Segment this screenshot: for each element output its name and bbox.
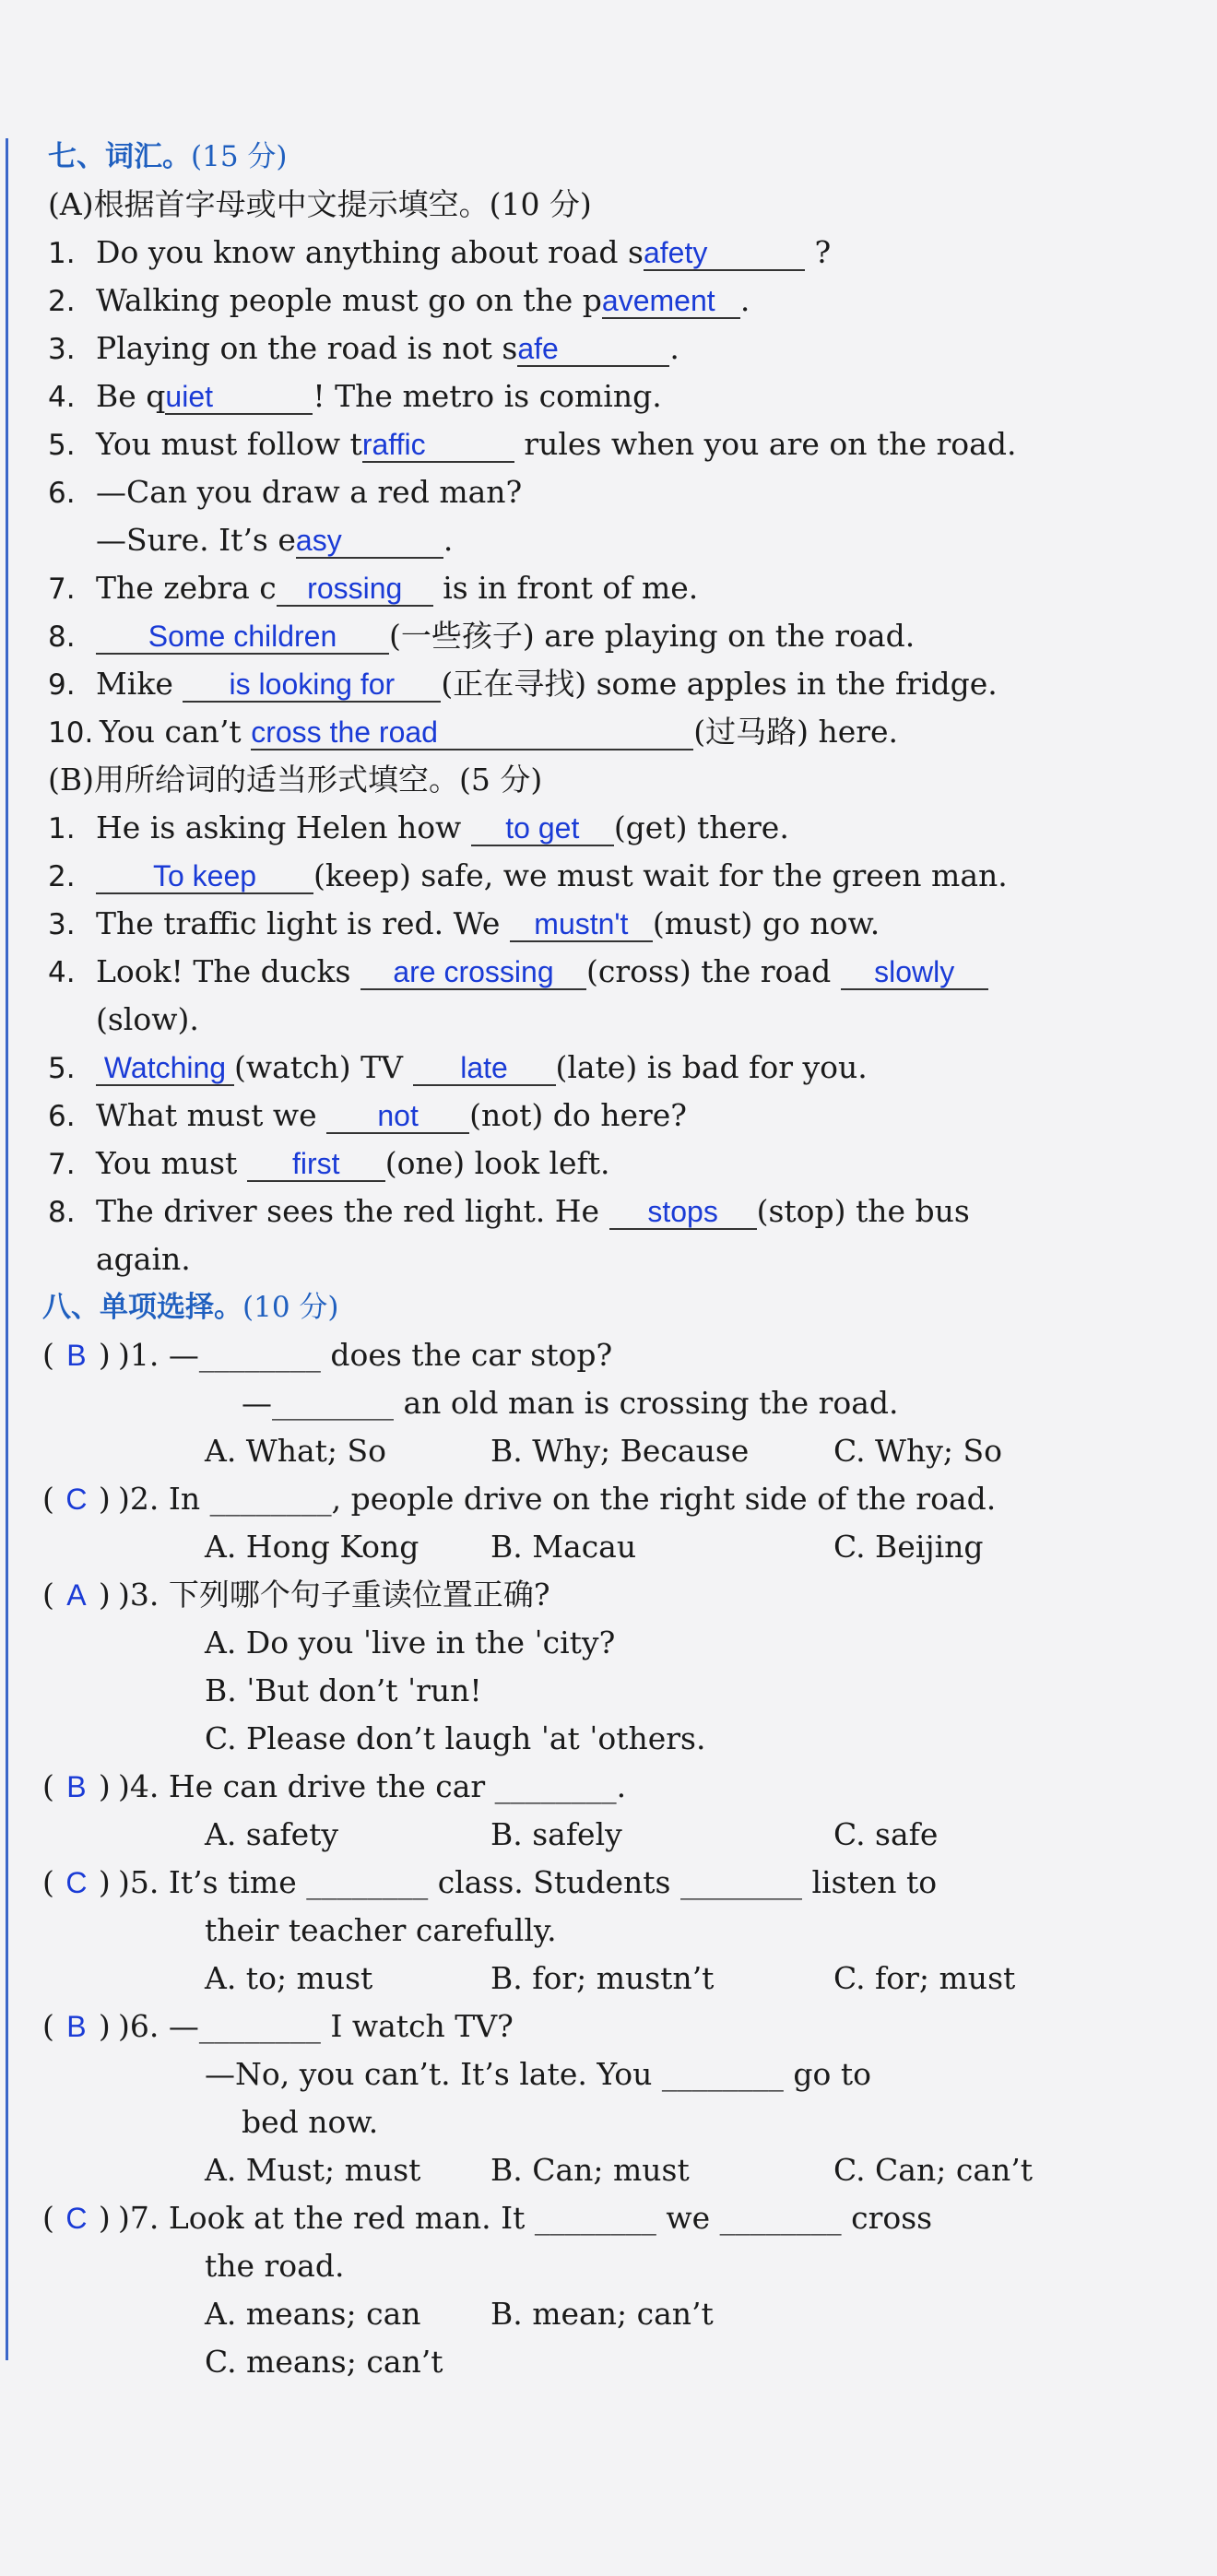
answer-blank[interactable]	[183, 668, 441, 703]
item-number: )3.	[118, 1577, 160, 1613]
item-text: Playing on the road is not s	[96, 330, 518, 366]
answer-blank[interactable]	[602, 284, 740, 319]
answer-text: are crossing	[393, 955, 554, 988]
item-number: 3.	[48, 333, 76, 366]
item-text: .	[669, 330, 679, 366]
item-text: What must we	[96, 1097, 317, 1133]
partA-item-7	[48, 568, 1180, 609]
item-text: He is asking Helen how	[96, 809, 462, 845]
item-text: ! The metro is coming.	[313, 378, 662, 414]
item-text: (过马路) here.	[693, 714, 899, 750]
answer-text: stops	[647, 1195, 718, 1228]
item-text: Do you know anything about road s	[96, 234, 644, 270]
item-text: Be q	[96, 378, 166, 414]
option-a[interactable]: A. means; can	[205, 2296, 421, 2332]
item-number: 1.	[48, 237, 76, 270]
item-text: Mike	[96, 666, 173, 702]
partA-item-4	[48, 376, 1180, 418]
partB-title: (B)用所给词的适当形式填空。(5 分)	[48, 762, 543, 798]
partA-item-9	[48, 664, 1180, 705]
partA-item-3	[48, 328, 1180, 370]
mc-item-2	[42, 1479, 1180, 1519]
item-text: You must	[96, 1145, 238, 1181]
mc-item-7-options-ab	[205, 2294, 1180, 2334]
answer-blank[interactable]	[362, 428, 514, 463]
answer-blank[interactable]	[296, 524, 443, 559]
item-text: (keep) safe, we must wait for the green man.	[313, 857, 1008, 893]
item-text: rules when you are on the road.	[524, 426, 1017, 462]
item-number: )5.	[118, 1864, 160, 1900]
mc-item-3	[42, 1575, 1180, 1615]
item-number: )4.	[118, 1768, 160, 1804]
answer-blank[interactable]	[644, 236, 805, 271]
partB-item-7	[48, 1143, 1180, 1185]
answer-blank[interactable]	[471, 811, 614, 846]
item-text: (get) there.	[613, 809, 789, 845]
partB-item-6	[48, 1095, 1180, 1137]
answer-blank[interactable]	[251, 715, 693, 750]
option-b[interactable]: B. safely	[490, 1816, 622, 1852]
item-number: 5.	[48, 1052, 76, 1085]
option-a[interactable]: A. What; So	[205, 1433, 387, 1469]
item-number: 3.	[48, 908, 76, 941]
answer-text: first	[292, 1147, 340, 1180]
answer-text: Some children	[148, 620, 337, 653]
question-text: —________ I watch TV?	[168, 2008, 514, 2044]
answer-paren: ( C )	[42, 2198, 118, 2239]
item-text: is in front of me.	[443, 570, 699, 606]
answer-paren: ( B )	[42, 1767, 118, 1807]
answer-blank[interactable]	[96, 620, 389, 655]
option-c[interactable]: C. for; must	[833, 1960, 1016, 1996]
item-text: (late) is bad for you.	[555, 1049, 868, 1085]
option-a[interactable]: A. Hong Kong	[205, 1529, 419, 1565]
mc-item-1	[42, 1335, 1180, 1376]
option-a[interactable]: A. to; must	[205, 1960, 373, 1996]
answer-paren: ( C )	[42, 1862, 118, 1903]
mc-item-6	[42, 2006, 1180, 2047]
mc-item-5-line2: their teacher carefully.	[205, 1912, 557, 1948]
partB-item-4	[48, 951, 1180, 993]
partA-item-5	[48, 424, 1180, 466]
item-text: You must follow t	[96, 426, 362, 462]
item-number: 9.	[48, 668, 76, 702]
section8-title: 八、单项选择。	[42, 1291, 242, 1324]
item-text: Look! The ducks	[96, 953, 351, 989]
partA-item-1	[48, 232, 1180, 274]
answer-choice: B	[66, 2010, 87, 2043]
item-text: (cross) the road	[585, 953, 832, 989]
answer-text: rossing	[307, 572, 403, 605]
partB-item-2	[48, 856, 1180, 897]
mc-item-4-options	[205, 1814, 1180, 1855]
answer-blank[interactable]	[517, 332, 669, 367]
answer-text: afe	[517, 332, 559, 365]
partB-item-1	[48, 808, 1180, 849]
question-text: 下列哪个句子重读位置正确?	[168, 1577, 550, 1613]
section8-score: (10 分)	[242, 1291, 339, 1324]
partA-item-6-reply	[48, 520, 1180, 561]
answer-text: not	[377, 1099, 419, 1132]
margin-rule	[6, 138, 8, 2360]
item-text: (not) do here?	[469, 1097, 687, 1133]
mc-item-3-option-b[interactable]: B. ˈBut don’t ˈrun!	[205, 1672, 482, 1708]
item-text: .	[443, 522, 454, 558]
item-text: (must) go now.	[652, 905, 880, 941]
item-number: 4.	[48, 381, 76, 414]
option-c[interactable]: C. Why; So	[833, 1433, 1002, 1469]
item-number: 4.	[48, 956, 76, 989]
answer-blank[interactable]	[841, 955, 988, 990]
answer-paren: ( A )	[42, 1575, 118, 1615]
question-text: Look at the red man. It ________ we ________ cross	[168, 2200, 933, 2236]
answer-text: mustn't	[534, 907, 629, 940]
answer-text: raffic	[361, 428, 426, 461]
option-b[interactable]: B. mean; can’t	[490, 2296, 714, 2332]
partA-item-6	[48, 472, 1180, 514]
answer-blank[interactable]	[247, 1147, 385, 1182]
partB-item-5	[48, 1047, 1180, 1089]
option-c[interactable]: C. Beijing	[833, 1529, 984, 1565]
item-text: .	[739, 282, 750, 318]
item-number: 5.	[48, 429, 76, 462]
answer-paren: ( B )	[42, 2006, 118, 2047]
item-text: (one) look left.	[384, 1145, 610, 1181]
answer-choice: C	[65, 1483, 88, 1516]
item-text: (正在寻找) some apples in the fridge.	[441, 666, 998, 702]
answer-blank[interactable]	[96, 1051, 234, 1086]
item-text: (watch) TV	[234, 1049, 403, 1085]
option-a[interactable]: A. safety	[205, 1816, 339, 1852]
item-number: 8.	[48, 1196, 76, 1229]
answer-text: Watching	[103, 1051, 227, 1084]
option-c[interactable]: C. safe	[833, 1816, 939, 1852]
item-text: The driver sees the red light. He	[96, 1193, 600, 1229]
mc-item-7-line2: the road.	[205, 2248, 345, 2284]
answer-choice: C	[65, 1866, 88, 1899]
item-text: (stop) the bus	[756, 1193, 970, 1229]
mc-item-1-options	[205, 1431, 1180, 1471]
question-text: It’s time ________ class. Students ________ listen to	[168, 1864, 938, 1900]
item-text: (一些孩子) are playing on the road.	[389, 618, 916, 654]
item-number: 7.	[48, 1148, 76, 1181]
option-b[interactable]: B. for; mustn’t	[490, 1960, 715, 1996]
item-text: —Can you draw a red man?	[96, 474, 523, 510]
item-number: 8.	[48, 620, 76, 654]
answer-blank[interactable]	[326, 1099, 469, 1134]
option-b[interactable]: B. Macau	[490, 1529, 637, 1565]
answer-choice: B	[66, 1770, 87, 1803]
question-text: In ________, people drive on the right side of the road.	[168, 1481, 997, 1517]
item-number: )2.	[118, 1481, 160, 1517]
answer-blank[interactable]	[609, 1195, 757, 1230]
answer-text: uiet	[165, 380, 213, 413]
mc-item-4	[42, 1767, 1180, 1807]
item-number: )7.	[118, 2200, 160, 2236]
item-number: 2.	[48, 860, 76, 893]
answer-paren: ( B )	[42, 1335, 118, 1376]
section7-score: (15 分)	[191, 140, 288, 173]
item-number: 7.	[48, 573, 76, 606]
answer-text: To keep	[152, 859, 257, 892]
item-text: —Sure. It’s e	[96, 522, 296, 558]
section8-heading	[42, 1287, 1180, 1328]
answer-blank[interactable]	[277, 572, 433, 607]
item-text: The traffic light is red. We	[96, 905, 501, 941]
item-text: Walking people must go on the p	[96, 282, 602, 318]
answer-choice: A	[66, 1578, 87, 1612]
option-a[interactable]: A. Must; must	[205, 2152, 421, 2188]
answer-blank[interactable]	[413, 1051, 556, 1086]
option-b[interactable]: B. Can; must	[490, 2152, 690, 2188]
answer-blank[interactable]	[360, 955, 586, 990]
partB-item-4-cont	[48, 999, 1180, 1040]
partA-item-8	[48, 616, 1180, 657]
partB-item-8-cont	[48, 1239, 1180, 1280]
item-number: )1.	[118, 1337, 160, 1373]
answer-text: slowly	[874, 955, 955, 988]
item-text: The zebra c	[96, 570, 277, 606]
mc-item-5	[42, 1862, 1180, 1903]
partA-item-2	[48, 280, 1180, 322]
answer-choice: B	[66, 1339, 87, 1372]
option-c[interactable]: C. Can; can’t	[833, 2152, 1033, 2188]
question-text: He can drive the car ________.	[168, 1768, 627, 1804]
answer-text: to get	[505, 811, 580, 845]
partB-item-3	[48, 904, 1180, 945]
mc-item-1-line2: —________ an old man is crossing the road.	[242, 1385, 899, 1421]
question-text: —________ does the car stop?	[168, 1337, 613, 1373]
mc-item-6-line2: —No, you can’t. It’s late. You ________ go to	[205, 2056, 871, 2092]
item-number: 1.	[48, 812, 76, 845]
mc-item-7-option-c[interactable]: C. means; can’t	[205, 2344, 443, 2380]
answer-text: asy	[295, 524, 342, 557]
item-text: (slow).	[96, 1001, 199, 1037]
answer-paren: ( C )	[42, 1479, 118, 1519]
answer-choice: C	[65, 2202, 88, 2235]
answer-text: afety	[643, 236, 708, 269]
section7-heading	[48, 136, 1180, 177]
item-number: 6.	[48, 477, 76, 510]
mc-item-6-line3: bed now.	[242, 2104, 379, 2140]
mc-item-3-option-a[interactable]: A. Do you ˈlive in the ˈcity?	[205, 1625, 616, 1660]
mc-item-6-options	[205, 2150, 1180, 2191]
answer-text: is looking for	[229, 668, 396, 701]
answer-text: avement	[601, 284, 715, 317]
option-b[interactable]: B. Why; Because	[490, 1433, 750, 1469]
item-number: 2.	[48, 285, 76, 318]
answer-text: cross the road	[251, 715, 438, 749]
item-number: 6.	[48, 1100, 76, 1133]
partB-item-8	[48, 1191, 1180, 1233]
item-text: again.	[96, 1241, 191, 1277]
partA-item-10	[48, 712, 1180, 753]
item-text: You can’t	[100, 714, 242, 750]
item-number: 10.	[48, 716, 94, 750]
mc-item-2-options	[205, 1527, 1180, 1567]
section7-title: 七、词汇。	[48, 140, 191, 173]
answer-blank[interactable]	[510, 907, 653, 942]
mc-item-3-option-c[interactable]: C. Please don’t laugh ˈat ˈothers.	[205, 1720, 706, 1756]
item-text: ?	[814, 234, 832, 270]
answer-blank[interactable]	[96, 859, 313, 894]
answer-text: late	[460, 1051, 508, 1084]
item-number: )6.	[118, 2008, 160, 2044]
mc-item-7	[42, 2198, 1180, 2239]
answer-blank[interactable]	[165, 380, 313, 415]
mc-item-5-options	[205, 1958, 1180, 1999]
partA-title: (A)根据首字母或中文提示填空。(10 分)	[48, 186, 592, 222]
